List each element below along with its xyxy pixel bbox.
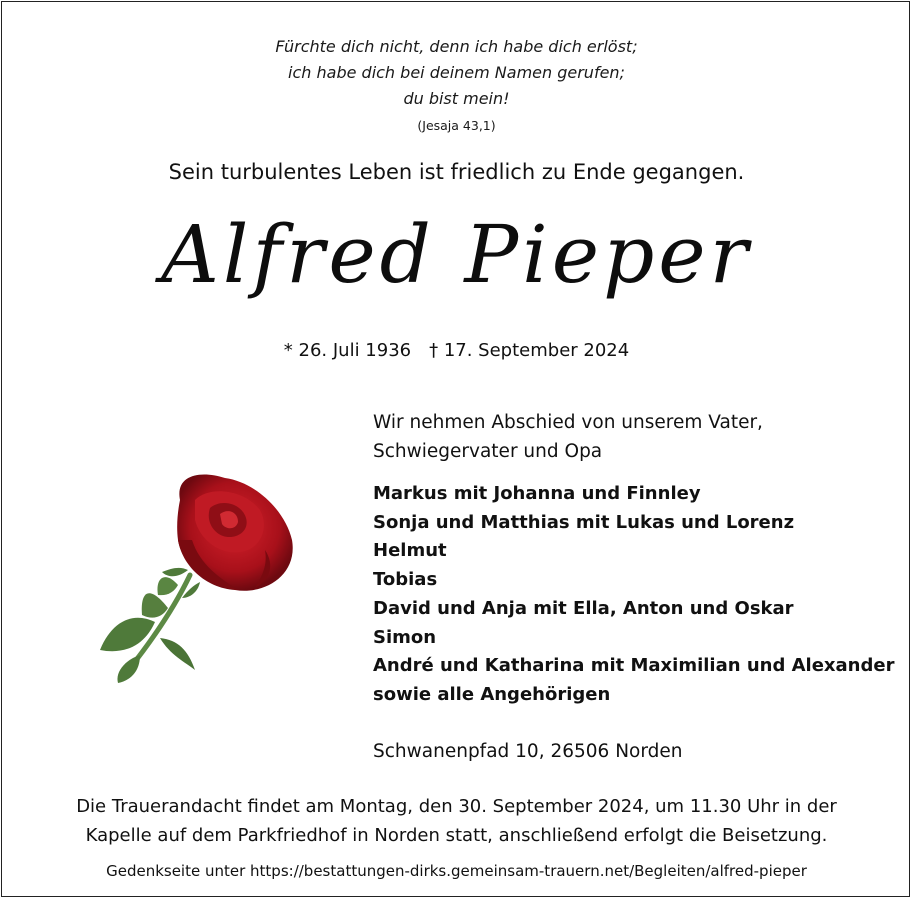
mourning-address: Schwanenpfad 10, 26506 Norden: [373, 741, 683, 762]
life-dates: [0, 340, 913, 361]
intro-text: Sein turbulentes Leben ist friedlich zu Ende gegangen.: [168, 160, 745, 184]
mourner-entry: Sonja und Matthias mit Lukas und Lorenz: [373, 511, 795, 533]
mourner-entry: Tobias: [373, 569, 438, 591]
quote-line: ich habe dich bei deinem Namen gerufen;: [288, 63, 625, 82]
death-date: † 17. September 2024: [429, 340, 630, 361]
quote-line: du bist mein!: [403, 89, 510, 108]
mourner-entry: Simon: [373, 626, 437, 648]
service-info: [0, 792, 913, 850]
farewell-line: Wir nehmen Abschied von unserem Vater,: [373, 412, 763, 433]
mourner-entry: David und Anja mit Ella, Anton und Oskar: [373, 597, 794, 619]
farewell-line: Schwiegervater und Opa: [373, 441, 603, 462]
mourners-list: [373, 480, 903, 710]
deceased-name: Alfred Pieper: [161, 208, 752, 301]
mourner-entry: Helmut: [373, 540, 447, 562]
rose-image: [60, 400, 360, 700]
memorial-page-link[interactable]: Gedenkseite unter https://bestattungen-dirks.gemeinsam-trauern.net/Begleiten/alfred-pieper: [106, 862, 807, 880]
birth-date: * 26. Juli 1936: [283, 340, 412, 361]
service-line: Kapelle auf dem Parkfriedhof in Norden statt, anschließend erfolgt die Beisetzung.: [85, 825, 828, 846]
quote-reference: (Jesaja 43,1): [417, 118, 496, 133]
quote-line: Fürchte dich nicht, denn ich habe dich erlöst;: [275, 37, 638, 56]
mourner-entry: Markus mit Johanna und Finnley: [373, 483, 701, 504]
mourner-entry: sowie alle Angehörigen: [373, 683, 611, 705]
service-line: Die Trauerandacht findet am Montag, den 30. September 2024, um 11.30 Uhr in der: [76, 796, 837, 817]
mourner-entry: André und Katharina mit Maximilian und Alexander: [373, 655, 895, 677]
farewell-text: [373, 408, 793, 466]
bible-quote: [0, 34, 913, 112]
